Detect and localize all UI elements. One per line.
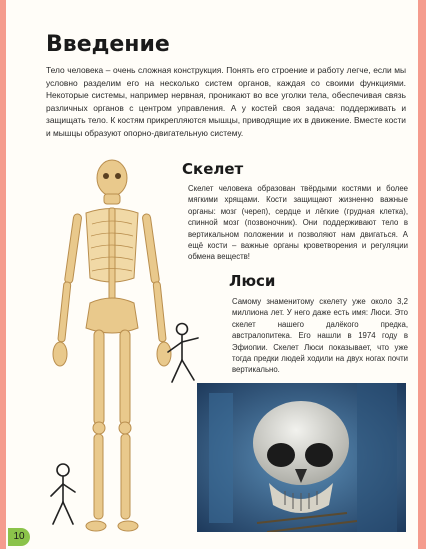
skeleton-heading: Скелет bbox=[182, 160, 244, 178]
lucy-skull-photo bbox=[197, 383, 406, 532]
lucy-heading: Люси bbox=[229, 272, 276, 290]
stick-figure-icon bbox=[164, 322, 204, 391]
skeleton-paragraph: Скелет человека образован твёрдыми костями и более мягкими хрящами. Кости защищают жизненно важные органы: мозг (череп), сердце и лёгкие (грудная клетка), спинной мозг (позвоночник). Они поддерживают тело в вертикальном положении и позволяют нам двигаться. А ещё кости – важные органы кроветворения и регуляции обмена веществ! bbox=[188, 184, 408, 262]
stick-figure-icon bbox=[43, 462, 83, 533]
intro-paragraph: Тело человека – очень сложная конструкция. Понять его строение и работу легче, если мы условно разделим его на несколько систем органов, каждая со своими функциями. Некоторые системы, например нервная, проникают во все уголки тела, обеспечивая связь различных органов с центром управления. А у костей своя задача: поддерживать и защищать тело. К костям прикрепляются мышцы, приводящие их в движение. Вместе кости и мышцы образуют опорно-двигательную систему. bbox=[46, 65, 406, 138]
book-page bbox=[6, 0, 418, 549]
lucy-paragraph: Самому знаменитому скелету уже около 3,2 миллиона лет. У него даже есть имя: Люси. Это скелет нашего далёкого предка, австралопитека. Его нашли в 1974 году в Эфиопии. Скелет Люси показывает, что уже тогда предки людей ходили на двух ногах почти вертикально. bbox=[232, 297, 408, 375]
page-title: Введение bbox=[46, 32, 170, 57]
page-number: 10 bbox=[8, 528, 30, 546]
